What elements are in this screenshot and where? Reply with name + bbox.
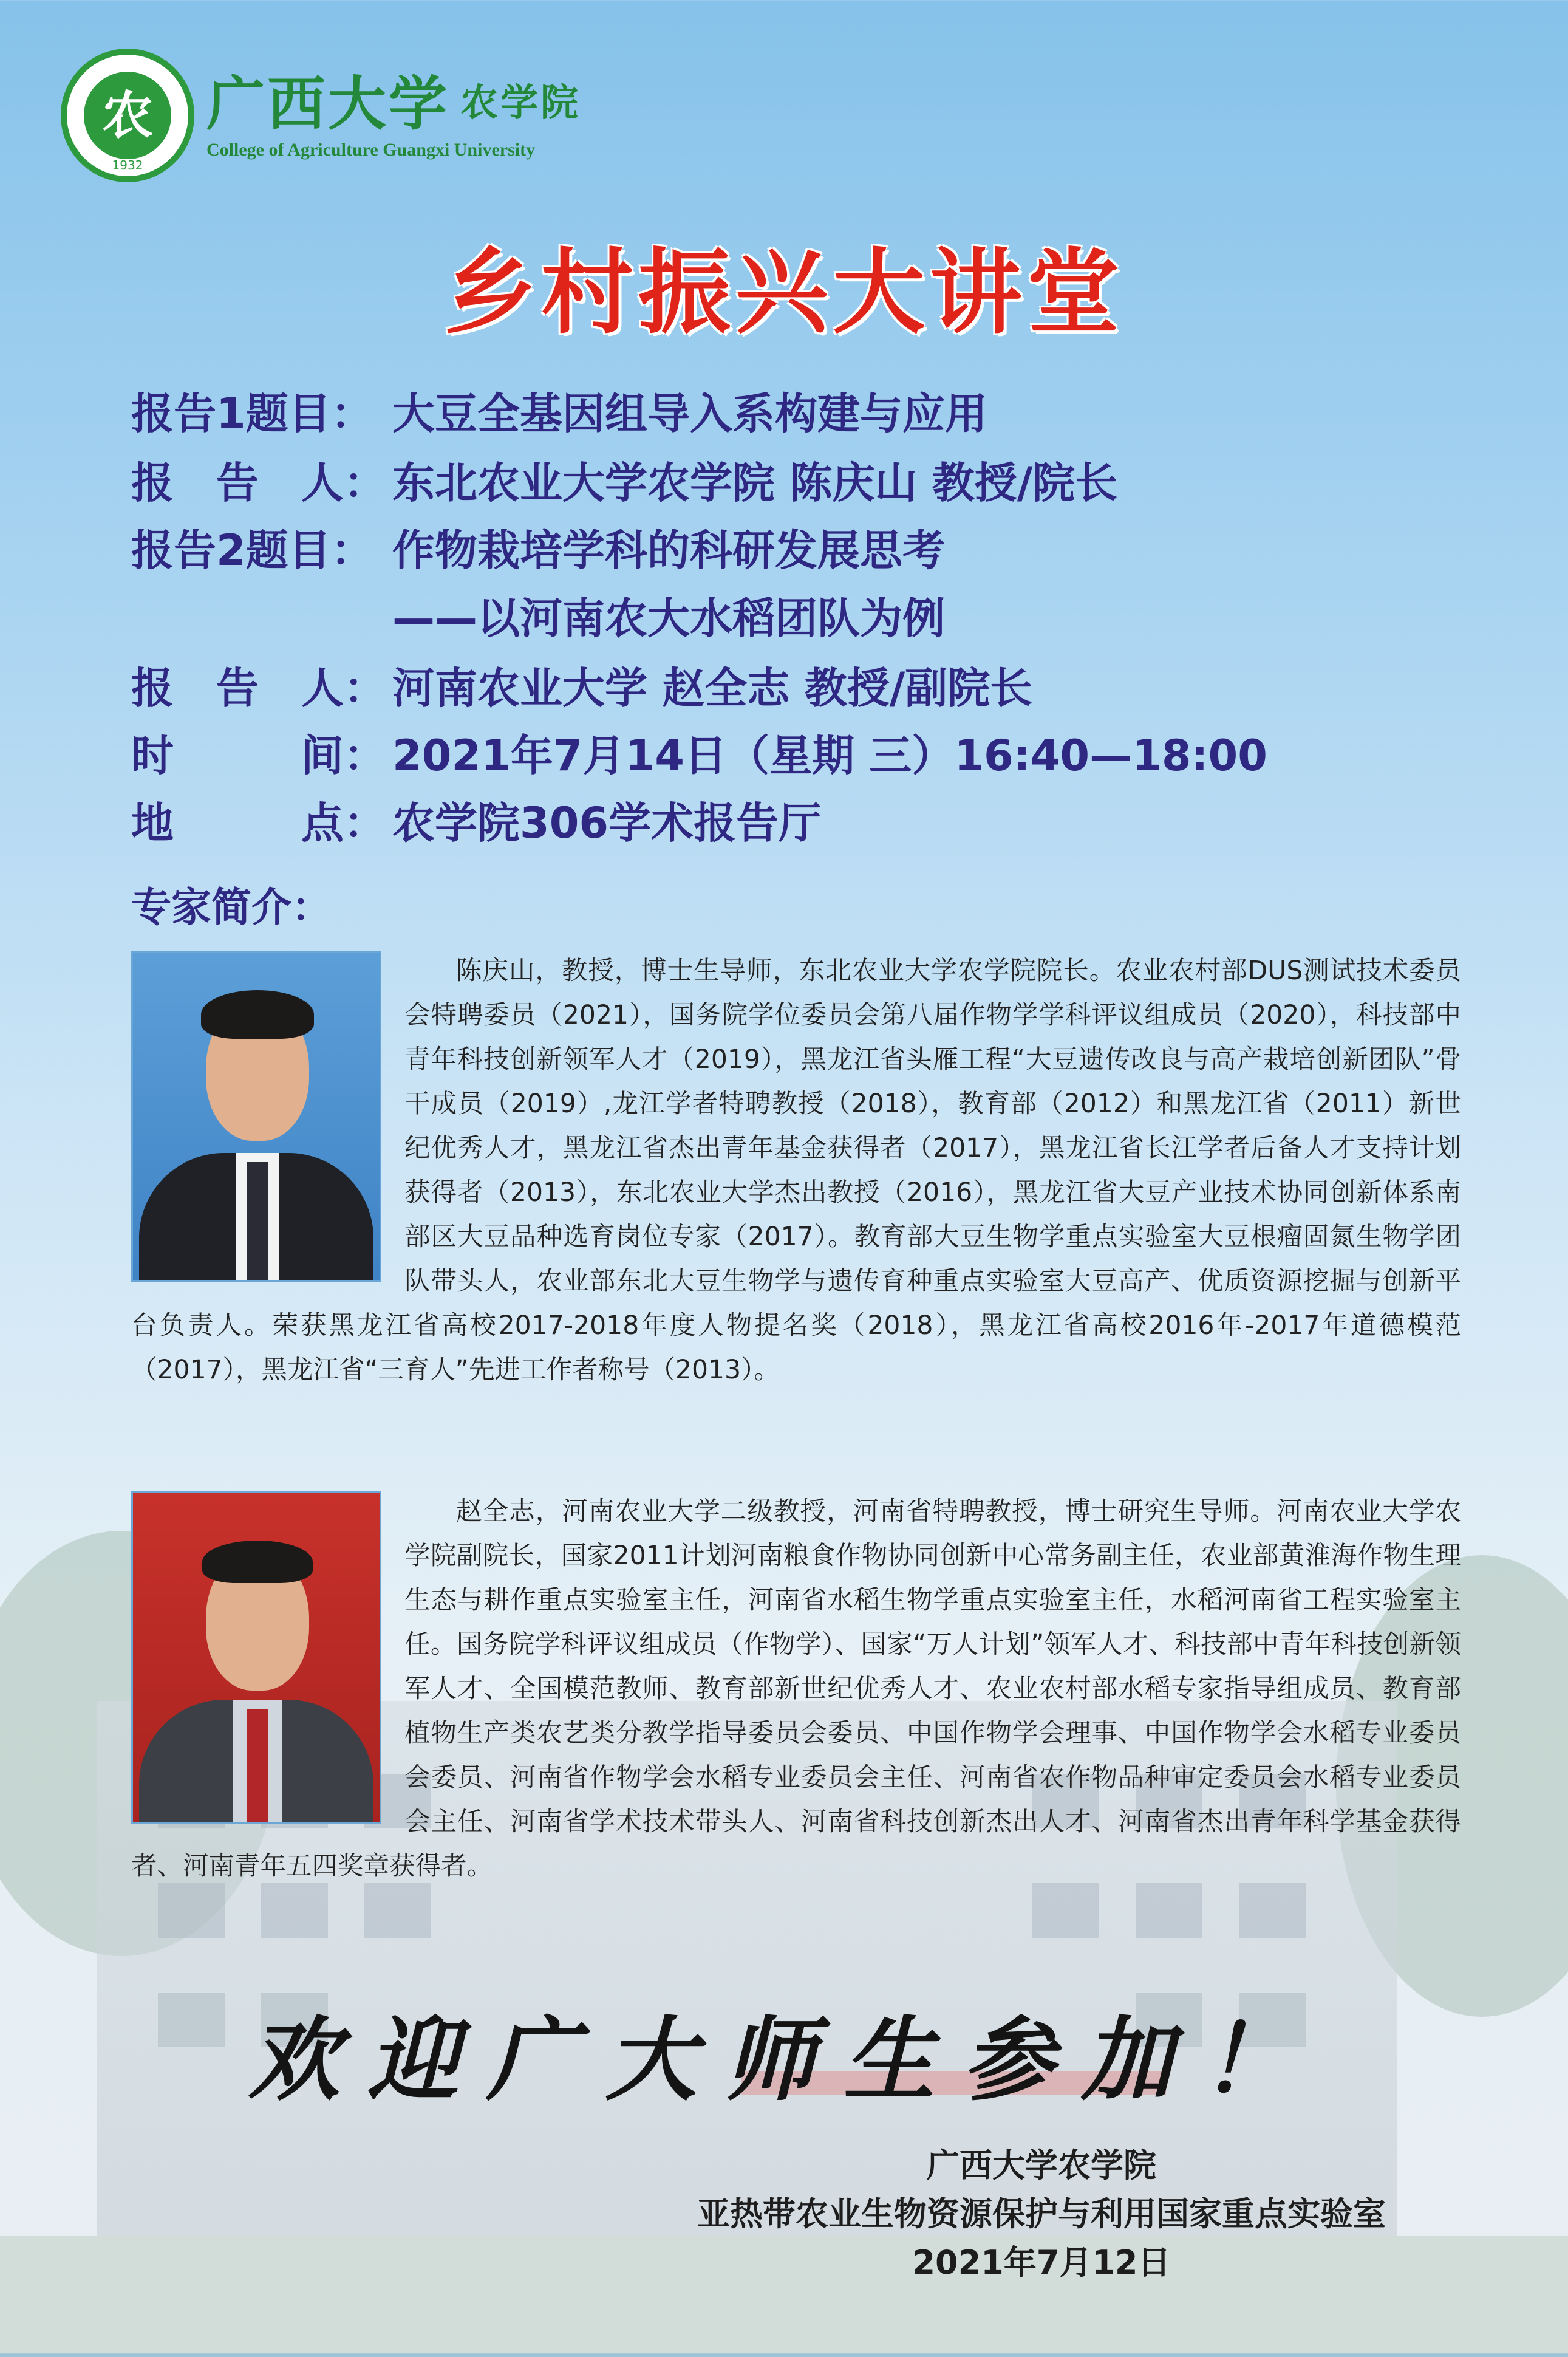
info-value: 2021年7月14日（星期 三）16:40—18:00 (392, 731, 1267, 781)
info-value: 河南农业大学 赵全志 教授/副院长 (392, 663, 1033, 713)
info-label: 时 间： (131, 731, 386, 781)
poster-title: 乡村振兴大讲堂 (444, 239, 1124, 346)
expert-bio-1 (131, 949, 1461, 1392)
seal-year: 1932 (112, 158, 143, 173)
info-label: 报 告 人： (131, 663, 386, 713)
footer-org-2: 亚热带农业生物资源保护与利用国家重点实验室 (697, 2195, 1386, 2233)
info-label: 地 点： (131, 798, 386, 848)
info-value: 大豆全基因组导入系构建与应用 (392, 389, 987, 439)
footer-date: 2021年7月12日 (912, 2243, 1171, 2282)
info-row-time (131, 727, 1267, 785)
info-value: ——以河南农大水稻团队为例 (392, 594, 945, 643)
logo-english-name: College of Agriculture Guangxi University (206, 140, 536, 160)
info-value: 作物栽培学科的科研发展思考 (392, 525, 945, 575)
logo-university: 广西大学 (206, 69, 449, 138)
info-row-speaker2 (131, 659, 1032, 717)
section-expert-intro: 专家简介： (131, 884, 332, 931)
info-value: 农学院306学术报告厅 (392, 798, 822, 848)
info-row-location (131, 794, 821, 852)
info-row-topic2-subtitle (131, 589, 945, 648)
expert-bio-2 (131, 1490, 1461, 1889)
info-row-topic2 (131, 521, 945, 580)
info-row-speaker1 (131, 454, 1117, 512)
info-label: 报告1题目： (131, 389, 373, 439)
info-label: 报告2题目： (131, 525, 373, 575)
expert-bio-text: 陈庆山，教授，博士生导师，东北农业大学农学院院长。农业农村部DUS测试技术委员会特聘委员（2021），国务院学位委员会第八届作物学学科评议组成员（2020），科技部中青年科技创新领军人才（2019），黑龙江省头雁工程“大豆遗传改良与高产栽培创新团队”骨干成员（2019）,龙江学者特聘教授（2018），教育部（2012）和黑龙江省（2011）新世纪优秀人才，黑龙江省杰出青年基金获得者（2017），黑龙江省长江学者后备人才支持计划获得者（2013），东北农业大学杰出教授（2016），黑龙江省大豆产业技术协同创新体系南部区大豆品种选育岗位专家（2017）。教育部大豆生物学重点实验室大豆根瘤固氮生物学团队带头人，农业部东北大豆生物学与遗传育种重点实验室大豆高产、优质资源挖掘与创新平台负责人。荣获黑龙江省高校2017-2018年度人物提名奖（2018），黑龙江省高校2016年-2017年道德模范（2017），黑龙江省“三育人”先进工作者称号（2013）。 (131, 956, 1461, 1385)
seal-glyph: 农 (84, 72, 171, 159)
info-row-topic1 (131, 385, 987, 443)
welcome-slogan: 欢迎广大师生参加！ (248, 2006, 1320, 2113)
logo-chinese-name (206, 58, 581, 141)
info-value: 东北农业大学农学院 陈庆山 教授/院长 (392, 458, 1118, 508)
university-seal-logo (61, 49, 194, 182)
expert-bio-text: 赵全志，河南农业大学二级教授，河南省特聘教授，博士研究生导师。河南农业大学农学院副院长，国家2011计划河南粮食作物协同创新中心常务副主任，农业部黄淮海作物生理生态与耕作重点实验室主任，河南省水稻生物学重点实验室主任，水稻河南省工程实验室主任。国务院学科评议组成员（作物学）、国家“万人计划”领军人才、科技部中青年科技创新领军人才、全国模范教师、教育部新世纪优秀人才、农业农村部水稻专家指导组成员、教育部植物生产类农艺类分教学指导委员会委员、中国作物学会理事、中国作物学会水稻专业委员会委员、河南省作物学会水稻专业委员会主任、河南省农作物品种审定委员会水稻专业委员会主任、河南省学术技术带头人、河南省科技创新杰出人才、河南省杰出青年科学基金获得者、河南青年五四奖章获得者。 (131, 1497, 1461, 1881)
logo-college: 农学院 (460, 80, 581, 125)
info-label: 报 告 人： (131, 458, 386, 508)
footer-org-1: 广西大学农学院 (927, 2146, 1156, 2184)
